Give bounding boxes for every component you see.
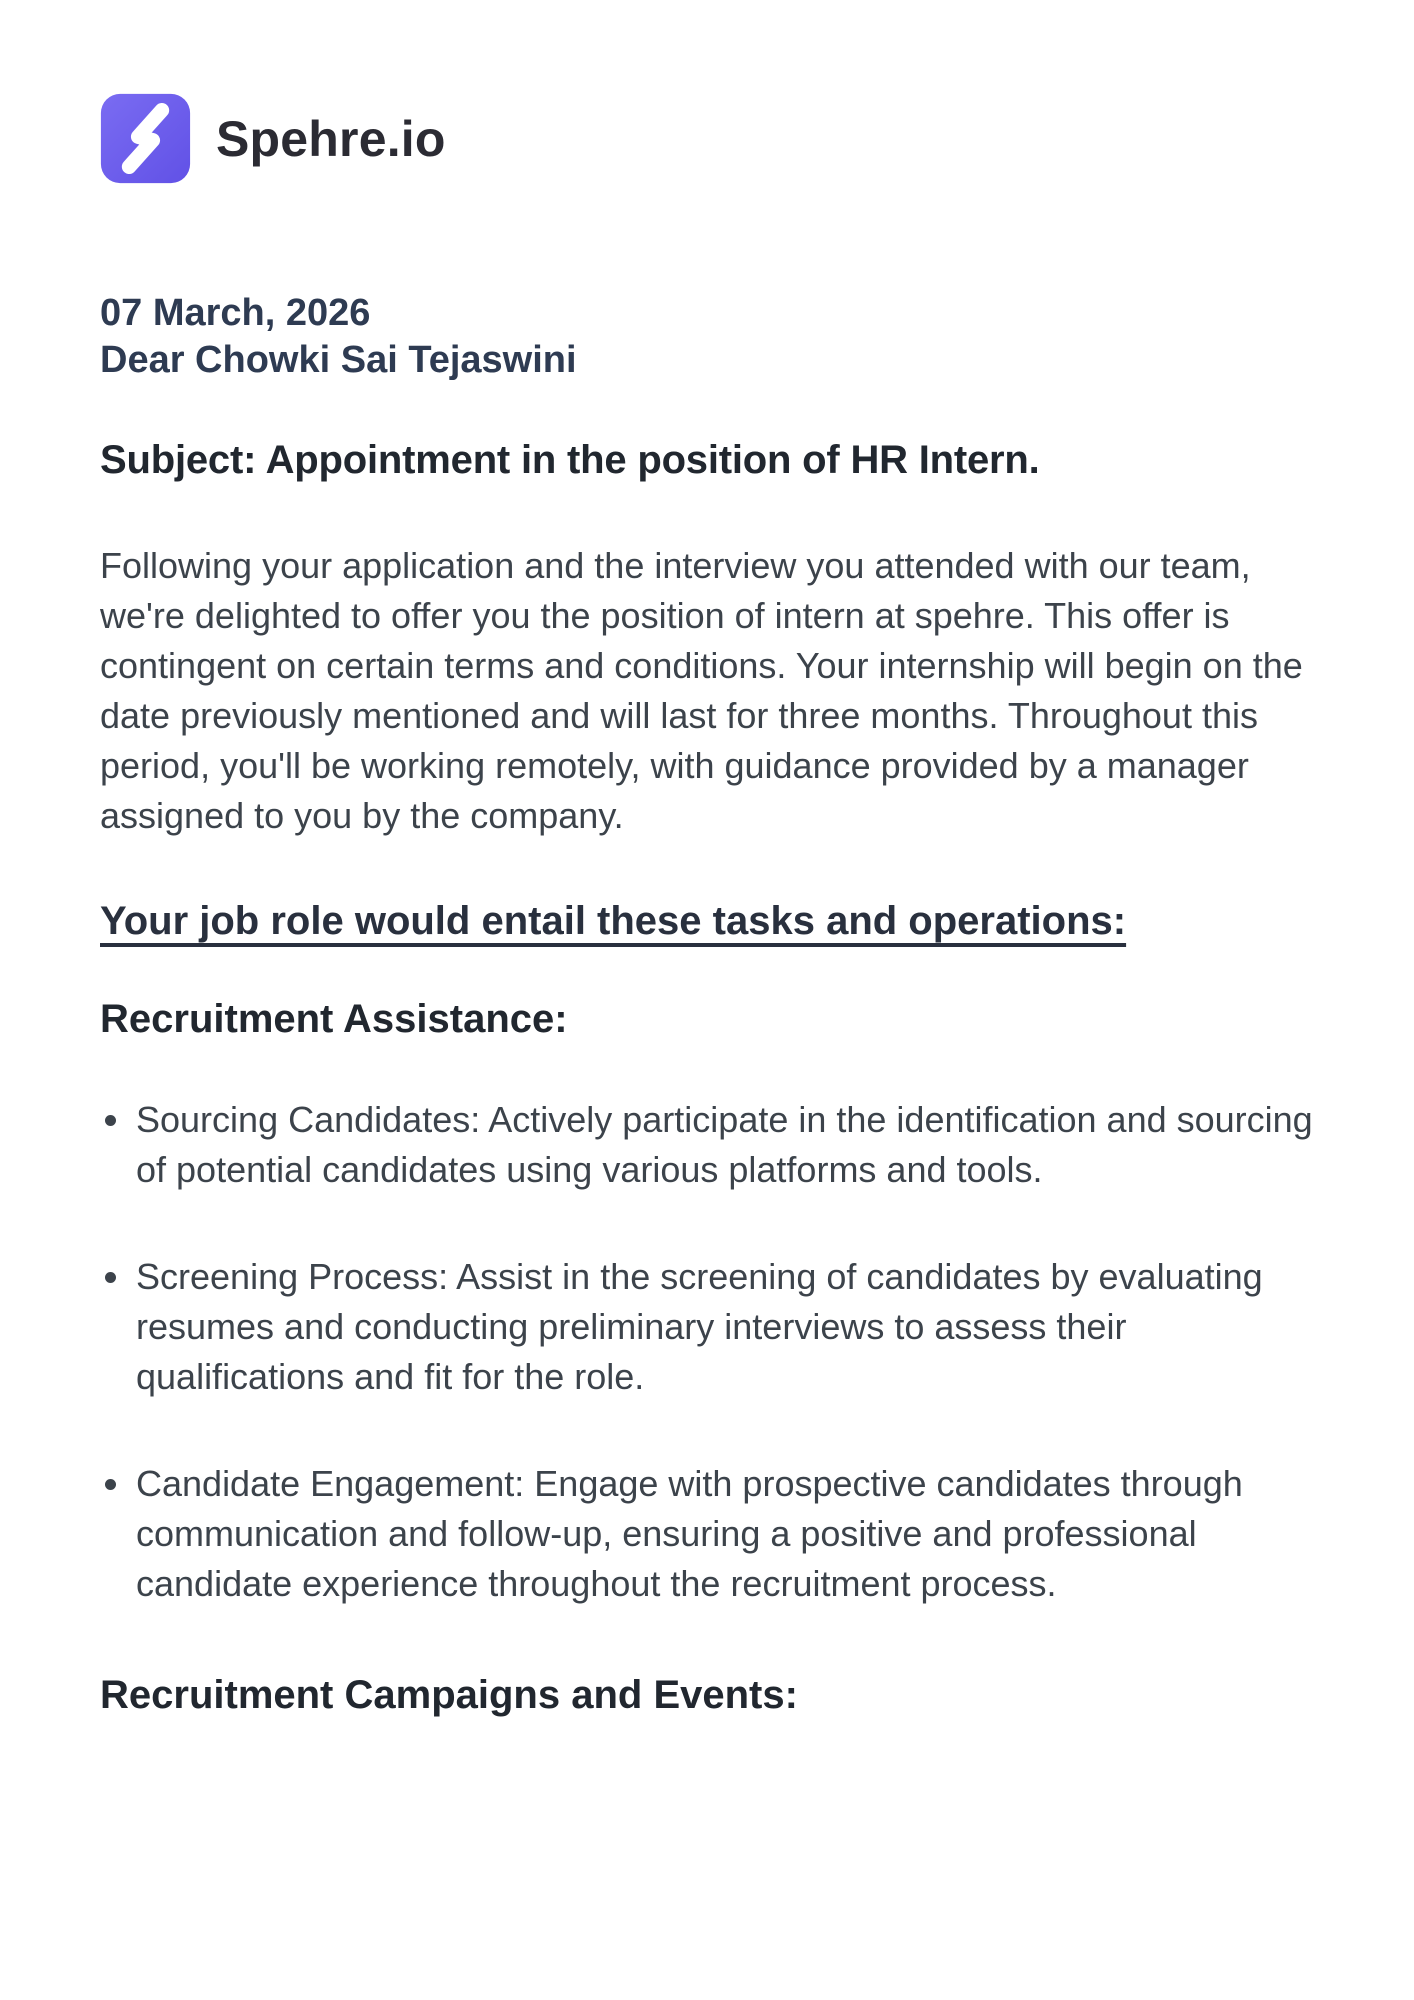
- subject-line: Subject: Appointment in the position of HR Intern.: [100, 438, 1040, 482]
- section-title-recruitment-campaigns: Recruitment Campaigns and Events:: [100, 1673, 798, 1717]
- letter-salutation: Dear Chowki Sai Tejaswini: [100, 339, 577, 381]
- spehre-s-bolt-icon: [100, 93, 191, 184]
- letter-date: 07 March, 2026: [100, 292, 371, 334]
- brand-header: [100, 93, 1314, 184]
- brand-name: Spehre.io: [216, 110, 446, 167]
- tasks-heading: Your job role would entail these tasks and operations:: [100, 899, 1127, 943]
- recruitment-assistance-list: [100, 1095, 1314, 1609]
- list-item-sourcing-candidates: • Sourcing Candidates: Actively participate in the identification and sourcing of potential candidates using various platforms and tools.: [134, 1095, 1314, 1195]
- section-title-recruitment-assistance: Recruitment Assistance:: [100, 997, 568, 1041]
- date-salutation-block: [100, 290, 1314, 384]
- list-item-candidate-engagement: • Candidate Engagement: Engage with prospective candidates through communication and follow-up, ensuring a positive and professional candidate experience throughout the recruitment process.: [134, 1459, 1314, 1609]
- list-item-screening-process: • Screening Process: Assist in the screening of candidates by evaluating resumes and conducting preliminary interviews to assess their qualifications and fit for the role.: [134, 1252, 1314, 1402]
- intro-paragraph: Following your application and the interview you attended with our team, we're delighted to offer you the position of intern at spehre. This offer is contingent on certain terms and conditions. Your internship will begin on the date previously mentioned and will last for three months. Throughout this period, you'll be working remotely, with guidance provided by a manager assigned to you by the company.: [100, 545, 1303, 836]
